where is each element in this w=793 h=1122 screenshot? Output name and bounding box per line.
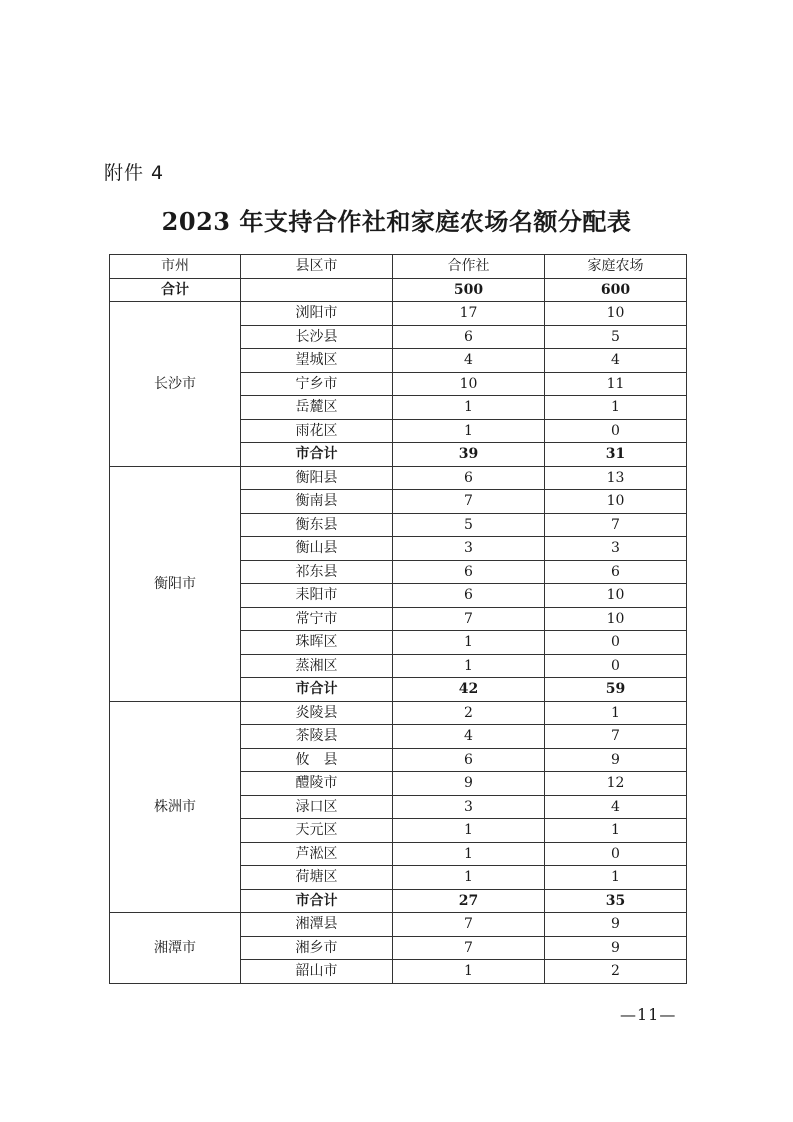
subtotal-label: 市合计	[241, 889, 393, 913]
farm-cell: 1	[545, 701, 687, 725]
page-title: 2023 年支持合作社和家庭农场名额分配表	[161, 207, 632, 236]
farm-cell: 9	[545, 913, 687, 937]
farm-cell: 4	[545, 795, 687, 819]
table-row	[110, 701, 687, 725]
subtotal-coop: 27	[393, 889, 545, 913]
coop-cell: 7	[393, 913, 545, 937]
table-row	[110, 913, 687, 937]
city-cell: 株洲市	[110, 701, 241, 913]
table-row	[110, 466, 687, 490]
farm-cell: 10	[545, 490, 687, 514]
coop-cell: 1	[393, 631, 545, 655]
coop-cell: 6	[393, 584, 545, 608]
allocation-table	[109, 254, 687, 984]
county-cell: 雨花区	[241, 419, 393, 443]
subtotal-label: 市合计	[241, 678, 393, 702]
column-header-farm: 家庭农场	[545, 255, 687, 279]
page-number: —11—	[620, 1005, 677, 1024]
county-cell: 岳麓区	[241, 396, 393, 420]
coop-cell: 1	[393, 419, 545, 443]
coop-cell: 4	[393, 349, 545, 373]
subtotal-label: 市合计	[241, 443, 393, 467]
county-cell: 醴陵市	[241, 772, 393, 796]
table-header-row	[110, 255, 687, 279]
county-cell: 渌口区	[241, 795, 393, 819]
county-cell: 攸 县	[241, 748, 393, 772]
table-body	[110, 278, 687, 983]
county-cell: 耒阳市	[241, 584, 393, 608]
attachment-label: 附件 4	[104, 162, 165, 184]
county-cell: 祁东县	[241, 560, 393, 584]
farm-cell: 0	[545, 631, 687, 655]
farm-cell: 12	[545, 772, 687, 796]
farm-cell: 2	[545, 960, 687, 984]
county-cell: 炎陵县	[241, 701, 393, 725]
coop-cell: 1	[393, 842, 545, 866]
county-cell: 衡山县	[241, 537, 393, 561]
coop-cell: 2	[393, 701, 545, 725]
county-cell: 衡东县	[241, 513, 393, 537]
grand-total-row	[110, 278, 687, 302]
farm-cell: 9	[545, 748, 687, 772]
table-row	[110, 302, 687, 326]
farm-cell: 1	[545, 866, 687, 890]
subtotal-farm: 35	[545, 889, 687, 913]
city-cell: 湘潭市	[110, 913, 241, 984]
grand-total-label: 合计	[110, 278, 241, 302]
coop-cell: 6	[393, 466, 545, 490]
farm-cell: 9	[545, 936, 687, 960]
coop-cell: 3	[393, 537, 545, 561]
county-cell: 望城区	[241, 349, 393, 373]
coop-cell: 6	[393, 748, 545, 772]
county-cell: 浏阳市	[241, 302, 393, 326]
farm-cell: 10	[545, 607, 687, 631]
county-cell: 珠晖区	[241, 631, 393, 655]
coop-cell: 9	[393, 772, 545, 796]
coop-cell: 1	[393, 396, 545, 420]
subtotal-coop: 39	[393, 443, 545, 467]
coop-cell: 1	[393, 654, 545, 678]
coop-cell: 7	[393, 607, 545, 631]
county-cell: 衡南县	[241, 490, 393, 514]
coop-cell: 5	[393, 513, 545, 537]
county-cell: 长沙县	[241, 325, 393, 349]
column-header-county: 县区市	[241, 255, 393, 279]
grand-total-county	[241, 278, 393, 302]
coop-cell: 1	[393, 866, 545, 890]
county-cell: 天元区	[241, 819, 393, 843]
grand-total-coop: 500	[393, 278, 545, 302]
coop-cell: 1	[393, 819, 545, 843]
farm-cell: 6	[545, 560, 687, 584]
coop-cell: 6	[393, 325, 545, 349]
county-cell: 茶陵县	[241, 725, 393, 749]
county-cell: 荷塘区	[241, 866, 393, 890]
farm-cell: 1	[545, 396, 687, 420]
farm-cell: 7	[545, 725, 687, 749]
coop-cell: 3	[393, 795, 545, 819]
county-cell: 湘乡市	[241, 936, 393, 960]
subtotal-coop: 42	[393, 678, 545, 702]
farm-cell: 0	[545, 842, 687, 866]
farm-cell: 10	[545, 584, 687, 608]
coop-cell: 17	[393, 302, 545, 326]
county-cell: 衡阳县	[241, 466, 393, 490]
county-cell: 蒸湘区	[241, 654, 393, 678]
city-cell: 衡阳市	[110, 466, 241, 701]
county-cell: 芦淞区	[241, 842, 393, 866]
grand-total-farm: 600	[545, 278, 687, 302]
farm-cell: 5	[545, 325, 687, 349]
subtotal-farm: 31	[545, 443, 687, 467]
farm-cell: 1	[545, 819, 687, 843]
farm-cell: 0	[545, 654, 687, 678]
farm-cell: 7	[545, 513, 687, 537]
coop-cell: 10	[393, 372, 545, 396]
column-header-city: 市州	[110, 255, 241, 279]
subtotal-farm: 59	[545, 678, 687, 702]
farm-cell: 10	[545, 302, 687, 326]
county-cell: 湘潭县	[241, 913, 393, 937]
county-cell: 宁乡市	[241, 372, 393, 396]
farm-cell: 0	[545, 419, 687, 443]
farm-cell: 11	[545, 372, 687, 396]
farm-cell: 4	[545, 349, 687, 373]
coop-cell: 7	[393, 936, 545, 960]
coop-cell: 6	[393, 560, 545, 584]
coop-cell: 7	[393, 490, 545, 514]
county-cell: 常宁市	[241, 607, 393, 631]
farm-cell: 13	[545, 466, 687, 490]
coop-cell: 4	[393, 725, 545, 749]
column-header-coop: 合作社	[393, 255, 545, 279]
farm-cell: 3	[545, 537, 687, 561]
city-cell: 长沙市	[110, 302, 241, 467]
county-cell: 韶山市	[241, 960, 393, 984]
coop-cell: 1	[393, 960, 545, 984]
